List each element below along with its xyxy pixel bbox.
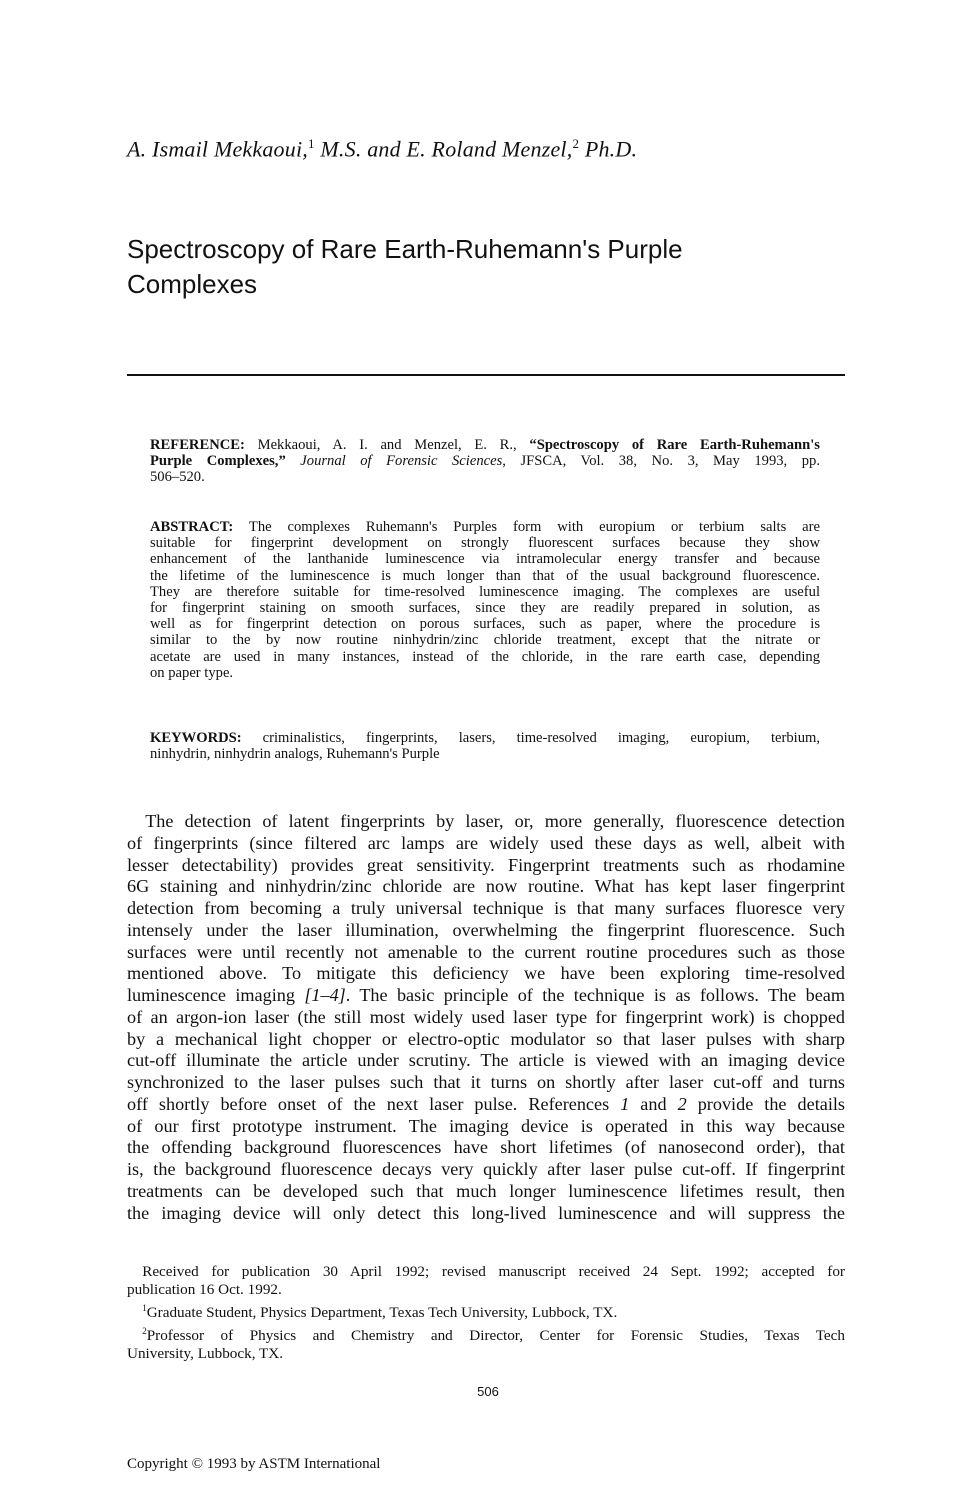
text-run: similar to the by now routine ninhydrin/zinc chloride treatment, except that the nitrate or	[150, 632, 820, 649]
section-label: KEYWORDS:	[150, 730, 242, 746]
text-line	[150, 665, 820, 681]
text-line	[127, 1094, 845, 1116]
received-note: Received for publication 30 April 1992; revised manuscript received 24 Sept. 1992; accepted for	[127, 1263, 845, 1280]
abstract-block	[150, 519, 820, 681]
text-run: surfaces were until recently not amenable to the current routine procedures such as those	[127, 941, 845, 962]
text-line	[127, 1181, 845, 1203]
text-line	[127, 920, 845, 942]
text-run: 506–520.	[150, 469, 205, 486]
text-run: provide the details	[686, 1093, 846, 1114]
text-line	[127, 1029, 845, 1051]
text-run: 6G staining and ninhydrin/zinc chloride are now routine. What has kept laser fingerprint	[127, 876, 845, 897]
text-run: of an argon-ion laser (the still most widely used laser type for fingerprint work) is chopped	[127, 1006, 845, 1027]
text-run: well as for fingerprint detection on porous surfaces, such as paper, where the procedure is	[150, 616, 820, 633]
text-run: 1	[620, 1093, 630, 1114]
text-run: enhancement of the lanthanide luminescence via intramolecular energy transfer and because	[150, 551, 820, 568]
text-run: Purple Complexes,”	[150, 453, 286, 470]
text-line	[127, 1137, 845, 1159]
text-run: of our first prototype instrument. The imaging device is operated in this way because	[127, 1115, 845, 1136]
title-divider	[127, 374, 845, 376]
footnote-text: Professor of Physics and Chemistry and Director, Center for Forensic Studies, Texas Tech	[146, 1327, 845, 1345]
text-run: Mekkaoui, A. I. and Menzel, E. R.,	[244, 437, 530, 453]
footnotes	[127, 1263, 845, 1363]
text-line	[127, 942, 845, 964]
text-line	[150, 535, 820, 551]
text-run: suitable for fingerprint development on strongly fluorescent surfaces because they show	[150, 535, 820, 552]
text-line	[150, 584, 820, 600]
text-run: The detection of latent fingerprints by laser, or, more generally, fluorescence detection	[127, 811, 845, 831]
text-line	[150, 568, 820, 584]
text-run: intensely under the laser illumination, overwhelming the fingerprint fluorescence. Such	[127, 919, 845, 940]
text-run: acetate are used in many instances, instead of the chloride, in the rare earth case, depending	[150, 648, 820, 665]
text-run: , JFSCA, Vol. 38, No. 3, May 1993, pp.	[502, 453, 820, 470]
text-run: . The basic principle of the technique is as follows. The beam	[345, 985, 845, 1005]
text-line	[150, 746, 820, 762]
text-run: on paper type.	[150, 664, 234, 681]
text-run: cut-off illuminate the article under scrutiny. The article is viewed with an imaging device	[127, 1050, 845, 1071]
text-run: for fingerprint staining on smooth surfaces, since they are readily prepared in solution, as	[150, 600, 820, 617]
footnote-marker: 1	[307, 136, 315, 151]
text-line	[150, 551, 820, 567]
text-run: detection from becoming a truly universal technique is that many surfaces fluoresce very	[127, 898, 845, 918]
text-line	[150, 616, 820, 632]
text-line	[127, 1159, 845, 1181]
section-label: ABSTRACT:	[150, 519, 234, 535]
text-line	[127, 1072, 845, 1094]
text-run: the lifetime of the luminescence is much longer than that of the usual background fluorescence.	[150, 567, 820, 584]
text-line	[127, 876, 845, 898]
text-run: [1–4]	[304, 985, 346, 1005]
text-run: the imaging device will only detect this long-lived luminescence and will suppress the	[127, 1202, 845, 1223]
authors-text: M.S. and E. Roland Menzel,	[314, 136, 573, 162]
text-run: The complexes Ruhemann's Purples form with europium or terbium salts are	[233, 519, 820, 535]
footnote-marker: 2	[572, 136, 580, 151]
text-line	[150, 469, 820, 485]
text-run: treatments can be developed such that much longer luminescence lifetimes result, then	[127, 1180, 845, 1201]
text-line	[127, 985, 845, 1007]
author-line	[127, 136, 637, 162]
text-run: off shortly before onset of the next laser pulse. References	[127, 1093, 621, 1114]
text-line	[150, 632, 820, 648]
text-line	[127, 855, 845, 877]
text-line	[150, 519, 820, 535]
text-line	[127, 1007, 845, 1029]
text-run: synchronized to the laser pulses such that it turns on shortly after laser cut-off and turns	[127, 1072, 845, 1092]
body-text	[127, 811, 845, 1224]
authors-text: A. Ismail Mekkaoui,	[127, 136, 308, 162]
section-label: REFERENCE:	[150, 437, 245, 453]
text-run: 2	[677, 1093, 687, 1114]
text-line	[150, 649, 820, 665]
text-run: luminescence imaging	[127, 985, 305, 1005]
footnote-marker: 2	[142, 1326, 147, 1337]
page-number: 506	[477, 1384, 499, 1399]
title-line: Complexes	[127, 269, 258, 299]
paper-title	[127, 232, 827, 302]
text-line	[150, 453, 820, 469]
text-line	[127, 833, 845, 855]
text-run: is, the background fluorescence decays very quickly after laser pulse cut-off. If fingerprint	[127, 1159, 845, 1179]
text-run: “Spectroscopy of Rare Earth-Ruhemann's	[529, 437, 820, 453]
text-line	[127, 898, 845, 920]
text-line	[150, 437, 820, 453]
text-run: the offending background fluorescences have short lifetimes (of nanosecond order), that	[127, 1137, 845, 1158]
text-line	[127, 811, 845, 833]
text-run: by a mechanical light chopper or electro-optic modulator so that laser pulses with sharp	[127, 1028, 845, 1049]
authors-text: Ph.D.	[579, 136, 638, 162]
copyright: Copyright © 1993 by ASTM International	[127, 1456, 381, 1472]
text-line	[127, 963, 845, 985]
footnote-text: Graduate Student, Physics Department, Texas Tech University, Lubbock, TX.	[146, 1304, 618, 1322]
text-run: criminalistics, fingerprints, lasers, time-resolved imaging, europium, terbium,	[241, 730, 820, 746]
text-run: ninhydrin, ninhydrin analogs, Ruhemann's Purple	[150, 746, 440, 763]
text-run	[286, 453, 301, 469]
text-run: mentioned above. To mitigate this deficiency we have been exploring time-resolved	[127, 963, 845, 984]
footnote-1	[127, 1299, 845, 1322]
footnote-2	[127, 1322, 845, 1345]
keywords-block	[150, 730, 820, 762]
footnote-marker: 1	[142, 1303, 147, 1313]
text-line	[127, 1203, 845, 1225]
text-run: They are therefore suitable for time-resolved luminescence imaging. The complexes are useful	[150, 583, 820, 600]
text-run: lesser detectability) provides great sensitivity. Fingerprint treatments such as rhodamine	[127, 854, 845, 875]
received-note: publication 16 Oct. 1992.	[127, 1281, 282, 1298]
reference-block	[150, 437, 820, 486]
text-run: Journal of Forensic Sciences	[300, 453, 503, 470]
title-line: Spectroscopy of Rare Earth-Ruhemann's Purple	[127, 234, 683, 264]
text-line	[150, 600, 820, 616]
text-run: of fingerprints (since filtered arc lamps are widely used these days as well, albeit with	[127, 832, 845, 853]
text-line	[127, 1050, 845, 1072]
text-run: and	[629, 1093, 678, 1114]
footnote-2-cont: University, Lubbock, TX.	[127, 1345, 284, 1363]
text-line	[150, 730, 820, 746]
text-line	[127, 1116, 845, 1138]
